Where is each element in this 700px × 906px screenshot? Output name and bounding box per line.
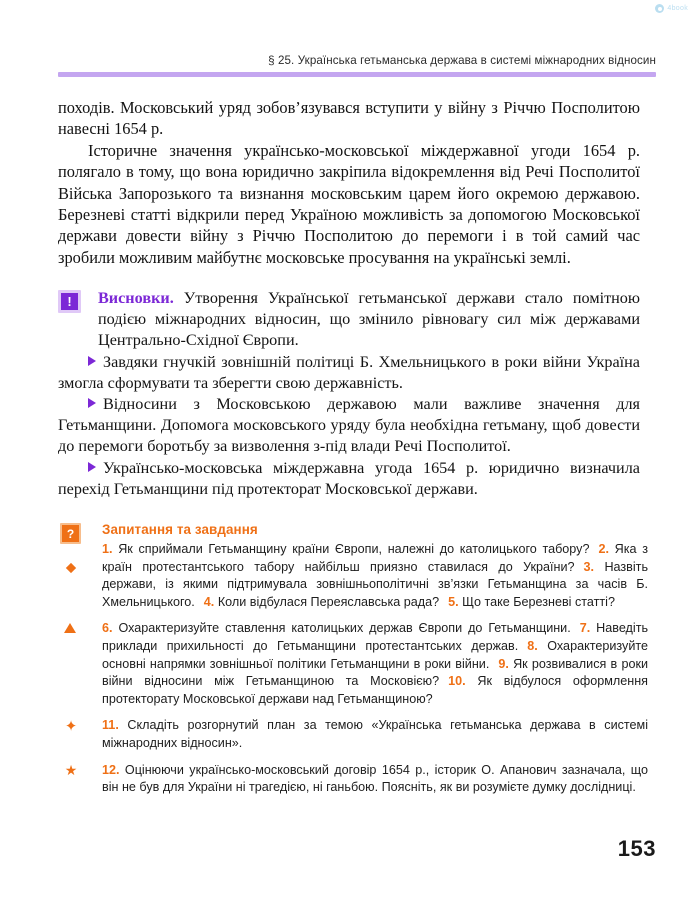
conclusions-block (58, 288, 640, 500)
question-number: 5. (448, 594, 459, 609)
question-number: 1. (102, 542, 113, 556)
question-list (102, 762, 648, 797)
paragraph: походів. Московський уряд зобов’язувався вступити у війну з Річчю Посполитою навесні 1654 р. (58, 98, 640, 139)
question-number: 10. (448, 674, 466, 689)
question-list (102, 620, 648, 708)
conclusions-lead-paragraph (58, 288, 640, 352)
question-mark-glyph: ? (66, 526, 75, 541)
question-text: Коли відбулася Переяславська рада? (217, 594, 440, 609)
circle-logo-icon (655, 4, 664, 13)
conclusions-lead-text: Утворення Української гетьманської держави стало помітною подією міжнародних відносин, що змінило рівновагу сил між державами Центрально-Східної Європи. (98, 289, 640, 350)
running-head (58, 54, 656, 77)
triangle-marker-icon (64, 623, 76, 633)
body-text (58, 97, 640, 268)
triangle-bullet-icon (88, 462, 96, 472)
header-rule (58, 72, 656, 77)
question-number: 11. (102, 718, 119, 733)
exclamation-glyph: ! (67, 294, 72, 309)
triangle-bullet-icon (88, 356, 96, 366)
question-text: Як розвивалися в роки війни відносини між Гетьманщиною та Московією? (102, 656, 648, 689)
publisher-watermark (655, 4, 688, 13)
conclusions-item (58, 458, 640, 500)
question-number: 4. (203, 594, 215, 609)
question-number: 7. (579, 621, 591, 636)
conclusions-item-text: Українсько-московська міждержавна угода 1654 р. юридично визначила перехід Гетьманщини під протекторат Московської держави. (58, 458, 640, 498)
question-number: 8. (527, 638, 538, 653)
paragraph: Історичне значення українсько-московської міждержавної угоди 1654 р. полягало в тому, що вона юридично закріпила відокремлення від Речі Посполитої Війська Запорозького та визнання московським царем його окремою державою. Березневі статті відкрили перед Україною можливість за допомогою Московської держави довести війну з Річчю Посполитою до перемоги і в той самий час зробили можливим майбутнє московське просування на українські землі. (58, 140, 640, 267)
exclamation-icon (58, 290, 81, 313)
five-point-star-marker-icon: ★ (64, 762, 78, 779)
questions-block (58, 522, 648, 806)
question-number: 6. (102, 621, 113, 636)
conclusions-item (58, 394, 640, 458)
conclusions-item-text: Відносини з Московською державою мали важливе значення для Гетьманщини. Допомога московського уряду була необхідна гетьману, щоб довести до перемоги боротьбу за визволення з-під влади Речі Посполитої. (58, 395, 640, 456)
watermark-label: 4book (667, 5, 688, 12)
questions-title: Запитання та завдання (102, 522, 258, 537)
question-text: Як відбулося оформлення протекторату Московської держави над Гетьманщиною? (102, 674, 648, 706)
questions-group-intermediate (58, 620, 648, 708)
conclusions-item (58, 352, 640, 394)
question-text: Що таке Березневі статті? (462, 594, 615, 609)
four-point-star-marker-icon: ✦ (64, 717, 78, 736)
question-number: 3. (583, 559, 595, 574)
questions-group-creative (58, 762, 648, 797)
question-text: Складіть розгорнутий план за темою «Українська гетьманська держава в системі міжнародних відносин». (102, 718, 648, 750)
conclusions-label: Висновки. (98, 289, 174, 307)
section-title: § 25. Українська гетьманська держава в системі міжнародних відносин (268, 54, 656, 67)
question-text: Оцінюючи українсько-московський договір 1654 р., історик О. Апанович зазначала, що він не був для України ні трагедією, ні ганьбою. Поясніть, як ви розумієте думку дослідниці. (102, 762, 649, 795)
question-number: 2. (598, 542, 609, 556)
question-text: Наведіть приклади прихильності до Гетьманщини протестантських держав. (102, 621, 649, 653)
question-list (102, 717, 648, 752)
questions-group-basic (58, 541, 648, 611)
question-number: 12. (102, 762, 120, 777)
question-text: Назвіть держави, із якими підтримувала зовнішньополітичні зв’язки Гетьманщина за часів Б. Хмельницького. (102, 559, 649, 609)
question-text: Як сприймали Гетьманщину країни Європи, належні до католицького табору? (118, 542, 590, 556)
question-number: 9. (498, 656, 509, 671)
page-number: 153 (617, 836, 656, 861)
question-text: Охарактеризуйте ставлення католицьких держав Європи до Гетьманщини. (118, 621, 571, 636)
questions-group-advanced (58, 717, 648, 752)
question-text: Охарактеризуйте основні напрямки зовнішньої політики Гетьманщини в роки війни. (102, 638, 648, 671)
conclusions-item-text: Завдяки гнучкій зовнішній політиці Б. Хмельницького в роки війни Україна змогла сформувати та зберегти свою державність. (58, 352, 640, 392)
question-text: Яка з країн протестантського табору найбільш приязно ставилася до України? (102, 542, 649, 574)
diamond-marker-icon (66, 563, 76, 573)
question-list (102, 541, 648, 611)
triangle-bullet-icon (88, 398, 96, 408)
